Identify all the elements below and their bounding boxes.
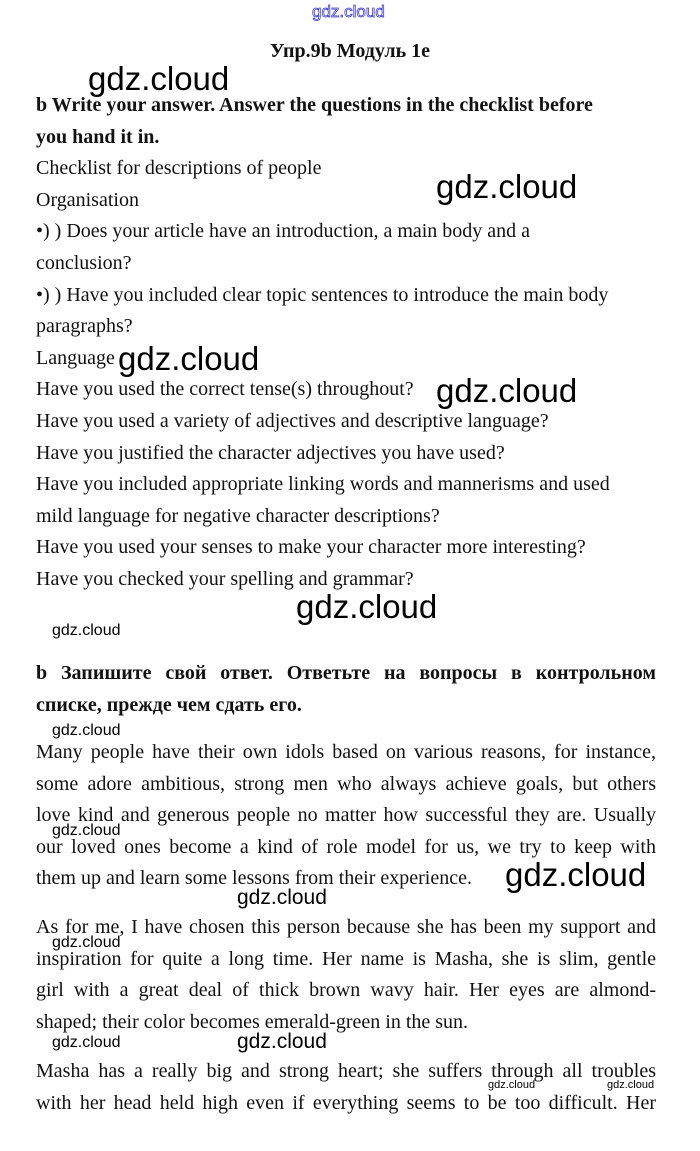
task-instruction-line: you hand it in.	[36, 125, 160, 148]
checklist-item: mild language for negative character descriptions?	[36, 504, 440, 527]
header-watermark[interactable]: gdz.cloud	[312, 2, 385, 21]
watermark: gdz.cloud	[118, 340, 260, 377]
watermark: gdz.cloud	[237, 1030, 327, 1053]
watermark: gdz.cloud	[237, 886, 327, 909]
checklist-item: Have you included appropriate linking words and mannerisms and used	[36, 473, 610, 496]
watermark: gdz.cloud	[52, 722, 121, 739]
answer-line: our loved ones become a kind of role model for us, we try to keep with	[36, 835, 656, 858]
answer-line: love kind and generous people no matter how successful they are. Usually	[36, 804, 656, 827]
russian-task-line: b Запишите свой ответ. Ответьте на вопросы в контрольном	[36, 662, 656, 684]
checklist-item: paragraphs?	[36, 315, 133, 338]
checklist-subheading: Language	[36, 346, 115, 369]
watermark: gdz.cloud	[505, 856, 647, 893]
watermark: gdz.cloud	[607, 1079, 655, 1091]
answer-line: shaped; their color becomes emerald-green in the sun.	[36, 1010, 469, 1033]
checklist-item: Have you used the correct tense(s) throughout?	[36, 378, 414, 401]
checklist-item: •) ) Have you included clear topic sentences to introduce the main body	[36, 283, 609, 306]
task-instruction-line: b Write your answer. Answer the questions in the checklist before	[36, 94, 593, 116]
answer-line: them up and learn some lessons from their experience.	[36, 867, 472, 890]
checklist-subheading: Organisation	[36, 188, 139, 211]
checklist-item: Have you checked your spelling and grammar?	[36, 567, 414, 590]
answer-paragraph-2	[36, 912, 656, 1038]
watermark: gdz.cloud	[296, 588, 438, 625]
answer-line: with her head held high even if everything seems to be too difficult. Her	[36, 1091, 656, 1114]
watermark: gdz.cloud	[52, 822, 121, 839]
checklist-item: Have you justified the character adjectives you have used?	[36, 441, 505, 464]
answer-line: Masha has a really big and strong heart; she suffers through all troubles	[36, 1060, 656, 1082]
checklist-item: conclusion?	[36, 251, 132, 274]
checklist-heading: Checklist for descriptions of people	[36, 157, 322, 180]
watermark: gdz.cloud	[52, 934, 121, 951]
watermark: gdz.cloud	[488, 1079, 536, 1091]
answer-line: some adore ambitious, strong men who always achieve goals, but others	[36, 772, 656, 795]
watermark: gdz.cloud	[436, 168, 578, 205]
exercise-title: Упр.9b Модуль 1е	[269, 40, 431, 62]
watermark: gdz.cloud	[436, 372, 578, 409]
russian-task-section	[36, 658, 656, 721]
watermark: gdz.cloud	[88, 60, 230, 97]
answer-line: inspiration for quite a long time. Her name is Masha, she is slim, gentle	[36, 947, 656, 970]
answer-paragraph-3	[36, 1056, 656, 1119]
watermark: gdz.cloud	[52, 622, 121, 639]
checklist-item: Have you used a variety of adjectives and descriptive language?	[36, 409, 549, 432]
answer-line: girl with a great deal of thick brown wavy hair. Her eyes are almond-	[36, 979, 656, 1002]
checklist-item: •) ) Does your article have an introduction, a main body and a	[36, 220, 531, 243]
checklist-item: Have you used your senses to make your character more interesting?	[36, 536, 586, 559]
watermark: gdz.cloud	[52, 1034, 121, 1051]
answer-line: As for me, I have chosen this person because she has been my support and	[36, 916, 656, 938]
answer-line: Many people have their own idols based on various reasons, for instance,	[36, 741, 656, 763]
russian-task-line: списке, прежде чем сдать его.	[36, 693, 302, 716]
